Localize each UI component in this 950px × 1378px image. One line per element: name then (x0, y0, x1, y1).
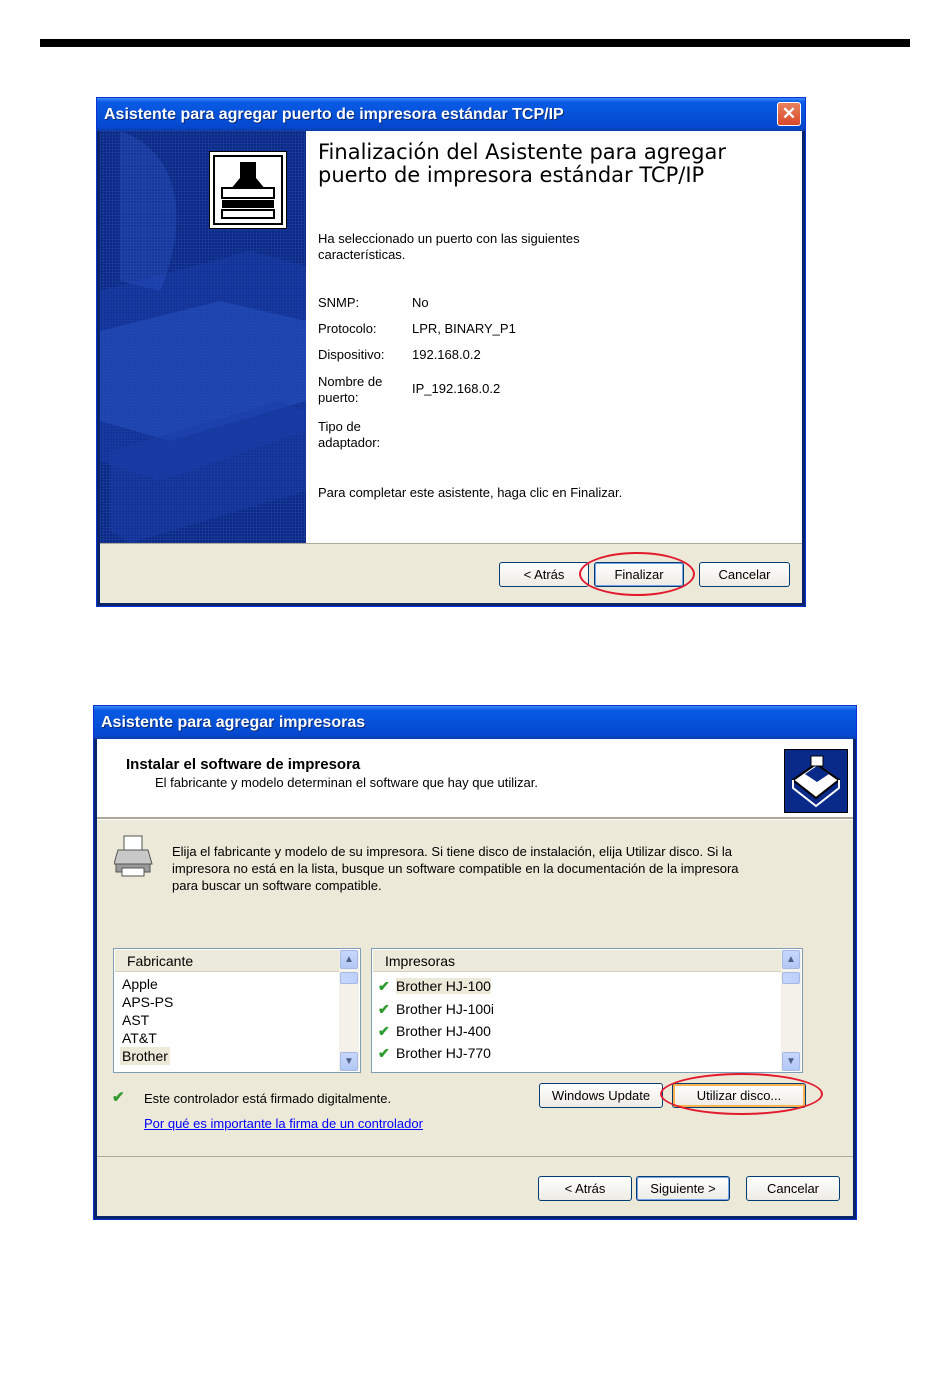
manufacturer-item[interactable]: AT&T (122, 1030, 157, 1046)
wizard-heading-line1: Finalización del Asistente para agregar (318, 140, 726, 164)
printer-item[interactable] (378, 1022, 491, 1040)
add-printer-wizard-window (93, 705, 857, 1220)
cancel-button[interactable]: Cancelar (699, 562, 790, 587)
wizard-side-banner (100, 131, 306, 543)
cancel-button[interactable]: Cancelar (746, 1176, 840, 1201)
signed-driver-icon: ✔ (378, 978, 390, 994)
printer-item-label: Brother HJ-100 (396, 978, 491, 994)
close-icon: ✕ (781, 104, 797, 123)
snmp-label: SNMP: (318, 295, 360, 310)
adapter-type-label-line2: adaptador: (318, 435, 381, 450)
intro-text (318, 231, 580, 263)
wizard-heading (318, 141, 726, 187)
scroll-down-icon[interactable]: ▼ (340, 1052, 358, 1071)
finish-highlight-ring (579, 552, 695, 596)
page-top-rule (40, 39, 910, 47)
printer-wizard-icon (209, 151, 287, 229)
snmp-value: No (412, 295, 429, 310)
printer-icon (114, 834, 154, 878)
manufacturer-item[interactable]: Apple (122, 976, 158, 992)
header-divider (97, 817, 853, 820)
printer-item-label: Brother HJ-770 (396, 1045, 491, 1061)
window-title: Asistente para agregar puerto de impresora estándar TCP/IP (104, 106, 564, 123)
scroll-up-icon[interactable]: ▲ (782, 950, 800, 969)
windows-update-button[interactable]: Windows Update (539, 1083, 663, 1108)
tcpip-port-wizard-window (96, 97, 806, 607)
close-button[interactable] (777, 102, 801, 126)
back-button[interactable]: < Atrás (538, 1176, 632, 1201)
manufacturer-scrollbar[interactable] (339, 950, 359, 1071)
window-title: Asistente para agregar impresoras (101, 714, 366, 731)
scroll-thumb[interactable] (782, 972, 800, 984)
signed-driver-icon: ✔ (378, 1023, 390, 1039)
have-disk-button[interactable]: Utilizar disco... (672, 1083, 806, 1108)
printer-item[interactable] (378, 1000, 494, 1018)
printer-header-icon (784, 749, 848, 813)
wizard-heading-line2: puerto de impresora estándar TCP/IP (318, 163, 705, 187)
scroll-thumb[interactable] (340, 972, 358, 984)
wizard-client-area (100, 131, 802, 603)
wizard-content-panel (306, 131, 802, 543)
printer-item-label: Brother HJ-100i (396, 1001, 495, 1017)
title-bar[interactable] (94, 706, 856, 739)
printer-item[interactable] (378, 1044, 491, 1062)
manufacturer-column-header[interactable]: Fabricante (115, 950, 339, 972)
port-name-label-line1: Nombre de (318, 374, 383, 389)
header-title: Instalar el software de impresora (126, 756, 361, 773)
instructions-line3: para buscar un software compatible. (172, 878, 382, 893)
scroll-up-icon[interactable]: ▲ (340, 950, 358, 969)
wizard-header (97, 739, 853, 817)
completion-text: Para completar este asistente, haga clic en Finalizar. (318, 485, 623, 500)
button-area-divider (100, 543, 802, 544)
device-label: Dispositivo: (318, 347, 385, 362)
protocol-value: LPR, BINARY_P1 (412, 321, 516, 336)
signed-driver-icon: ✔ (378, 1045, 390, 1061)
finish-button[interactable]: Finalizar (594, 562, 684, 587)
adapter-type-label (318, 419, 380, 451)
wizard-client-area (97, 739, 853, 1216)
port-name-label (318, 374, 382, 406)
manufacturer-list[interactable] (113, 948, 361, 1073)
instructions-text (172, 843, 739, 894)
printer-item-label: Brother HJ-400 (396, 1023, 491, 1039)
manufacturer-item[interactable]: AST (122, 1012, 150, 1028)
port-name-value: IP_192.168.0.2 (412, 381, 501, 396)
manufacturer-item[interactable]: APS-PS (122, 994, 174, 1010)
intro-line1: Ha seleccionado un puerto con las siguientes (318, 231, 580, 246)
manufacturer-item-selected[interactable]: Brother (122, 1048, 168, 1064)
printers-column-header[interactable]: Impresoras (373, 950, 781, 972)
driver-signing-link[interactable]: Por qué es importante la firma de un controlador (144, 1116, 423, 1131)
instructions-line1: Elija el fabricante y modelo de su impresora. Si tiene disco de instalación, elija Utilizar disco. Si la (172, 844, 732, 859)
signed-driver-icon: ✔ (378, 1001, 390, 1017)
printer-item[interactable] (378, 977, 491, 995)
instructions-line2: impresora no está en la lista, busque un software compatible en la documentación de la impresora (172, 861, 739, 876)
adapter-type-label-line1: Tipo de (318, 419, 361, 434)
device-value: 192.168.0.2 (412, 347, 481, 362)
printers-scrollbar[interactable] (781, 950, 801, 1071)
printer-model-list[interactable] (371, 948, 803, 1073)
protocol-label: Protocolo: (318, 321, 377, 336)
title-bar[interactable] (97, 98, 805, 131)
button-area-divider (97, 1156, 853, 1157)
port-name-label-line2: puerto: (318, 390, 359, 405)
intro-line2: características. (318, 247, 406, 262)
scroll-down-icon[interactable]: ▼ (782, 1052, 800, 1071)
have-disk-highlight-ring (660, 1073, 823, 1115)
back-button[interactable]: < Atrás (499, 562, 589, 587)
digitally-signed-icon: ✔ (112, 1089, 125, 1106)
next-button[interactable]: Siguiente > (636, 1176, 730, 1201)
signed-driver-text: Este controlador está firmado digitalmente. (144, 1091, 392, 1106)
header-subtitle: El fabricante y modelo determinan el software que hay que utilizar. (155, 775, 538, 790)
